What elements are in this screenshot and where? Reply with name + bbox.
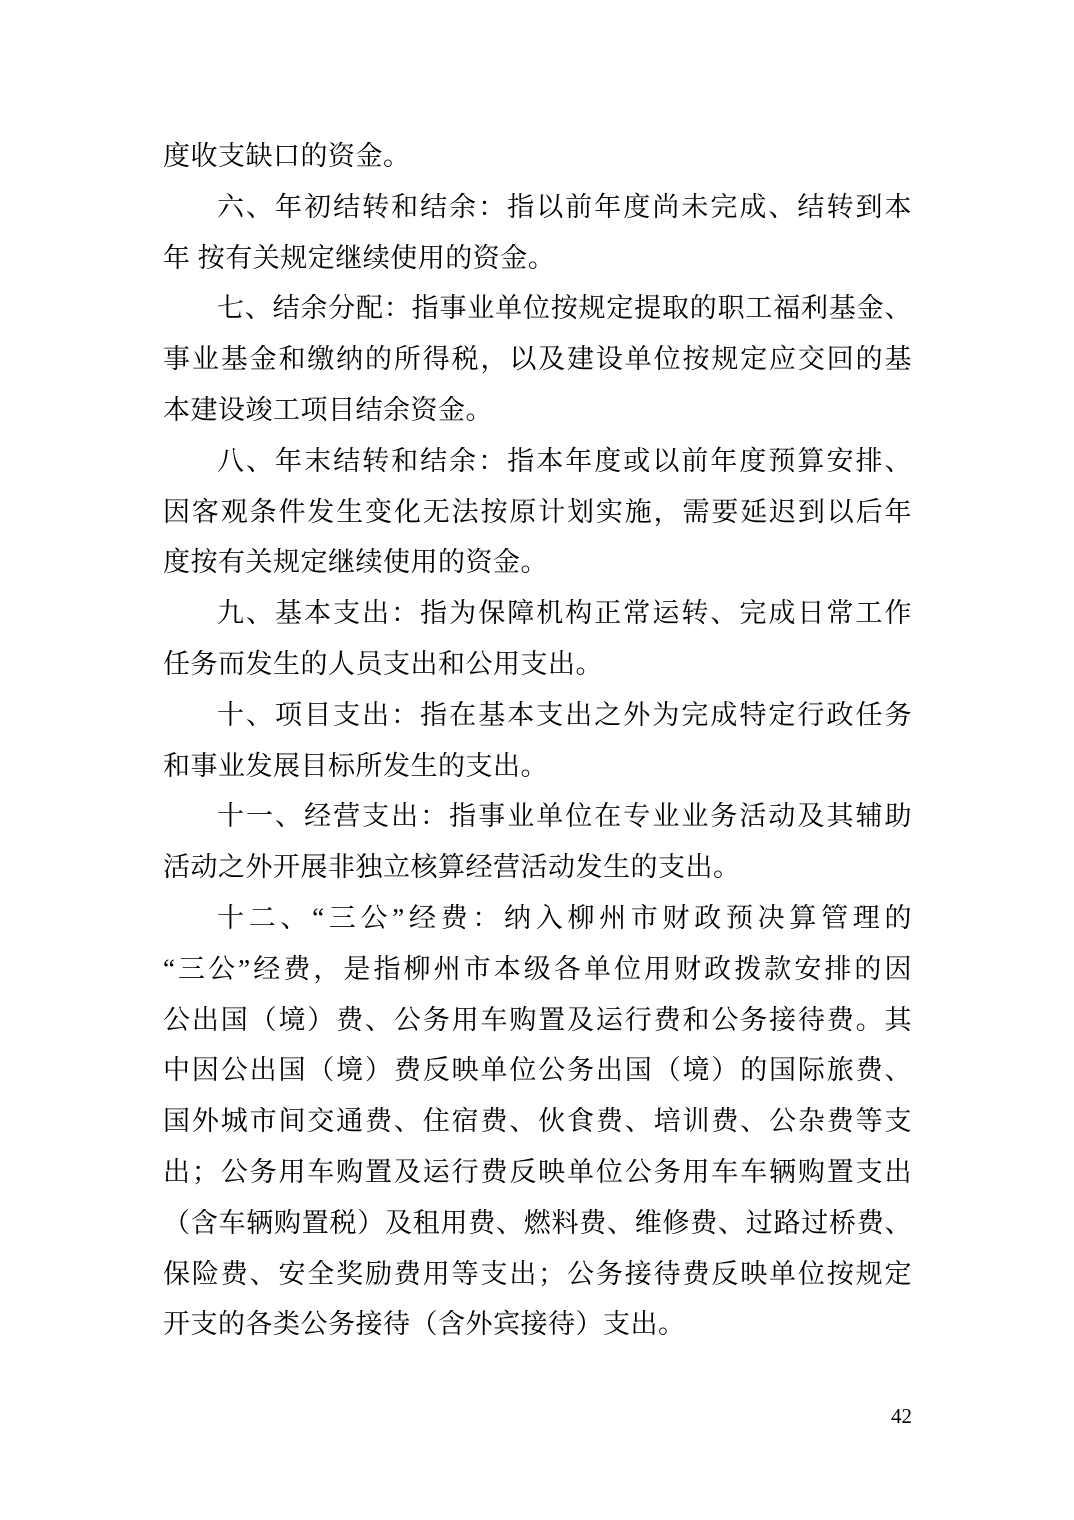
text-line: 中因公出国（境）费反映单位公务出国（境）的国际旅费、	[163, 1055, 912, 1086]
text-line: 任务而发生的人员支出和公用支出。	[163, 648, 603, 679]
text-line: （含车辆购置税）及租用费、燃料费、维修费、过路过桥费、	[163, 1207, 912, 1238]
text-line: 年 按有关规定继续使用的资金。	[163, 242, 556, 273]
text-line: 公出国（境）费、公务用车购置及运行费和公务接待费。其	[163, 1004, 912, 1035]
text-line: 开支的各类公务接待（含外宾接待）支出。	[163, 1309, 686, 1340]
text-line: 九、基本支出：指为保障机构正常运转、完成日常工作	[217, 598, 912, 629]
text-line: 度收支缺口的资金。	[163, 141, 411, 171]
text-line: 因客观条件发生变化无法按原计划实施，需要延迟到以后年	[163, 496, 912, 527]
text-line: “三公”经费，是指柳州市本级各单位用财政拨款安排的因	[163, 953, 912, 984]
text-line: 十、项目支出：指在基本支出之外为完成特定行政任务	[217, 699, 912, 730]
text-line: 出；公务用车购置及运行费反映单位公务用车车辆购置支出	[163, 1156, 912, 1187]
text-line: 活动之外开展非独立核算经营活动发生的支出。	[163, 852, 741, 883]
text-line: 和事业发展目标所发生的支出。	[163, 750, 548, 781]
text-line: 本建设竣工项目结余资金。	[163, 394, 493, 425]
text-line: 八、年末结转和结余：指本年度或以前年度预算安排、	[217, 445, 912, 476]
text-line: 保险费、安全奖励费用等支出；公务接待费反映单位按规定	[163, 1258, 912, 1289]
text-line: 事业基金和缴纳的所得税，以及建设单位按规定应交回的基	[163, 344, 912, 375]
page-body-text	[163, 131, 912, 1350]
text-line: 国外城市间交通费、住宿费、伙食费、培训费、公杂费等支	[163, 1106, 912, 1137]
text-line: 七、结余分配：指事业单位按规定提取的职工福利基金、	[217, 293, 912, 324]
text-line: 六、年初结转和结余：指以前年度尚未完成、结转到本	[217, 191, 912, 222]
text-line: 十一、经营支出：指事业单位在专业业务活动及其辅助	[217, 801, 912, 832]
text-line: 十二、“三公”经费：纳入柳州市财政预决算管理的	[217, 902, 912, 933]
page-number: 42	[891, 1404, 912, 1428]
text-line: 度按有关规定继续使用的资金。	[163, 547, 548, 578]
